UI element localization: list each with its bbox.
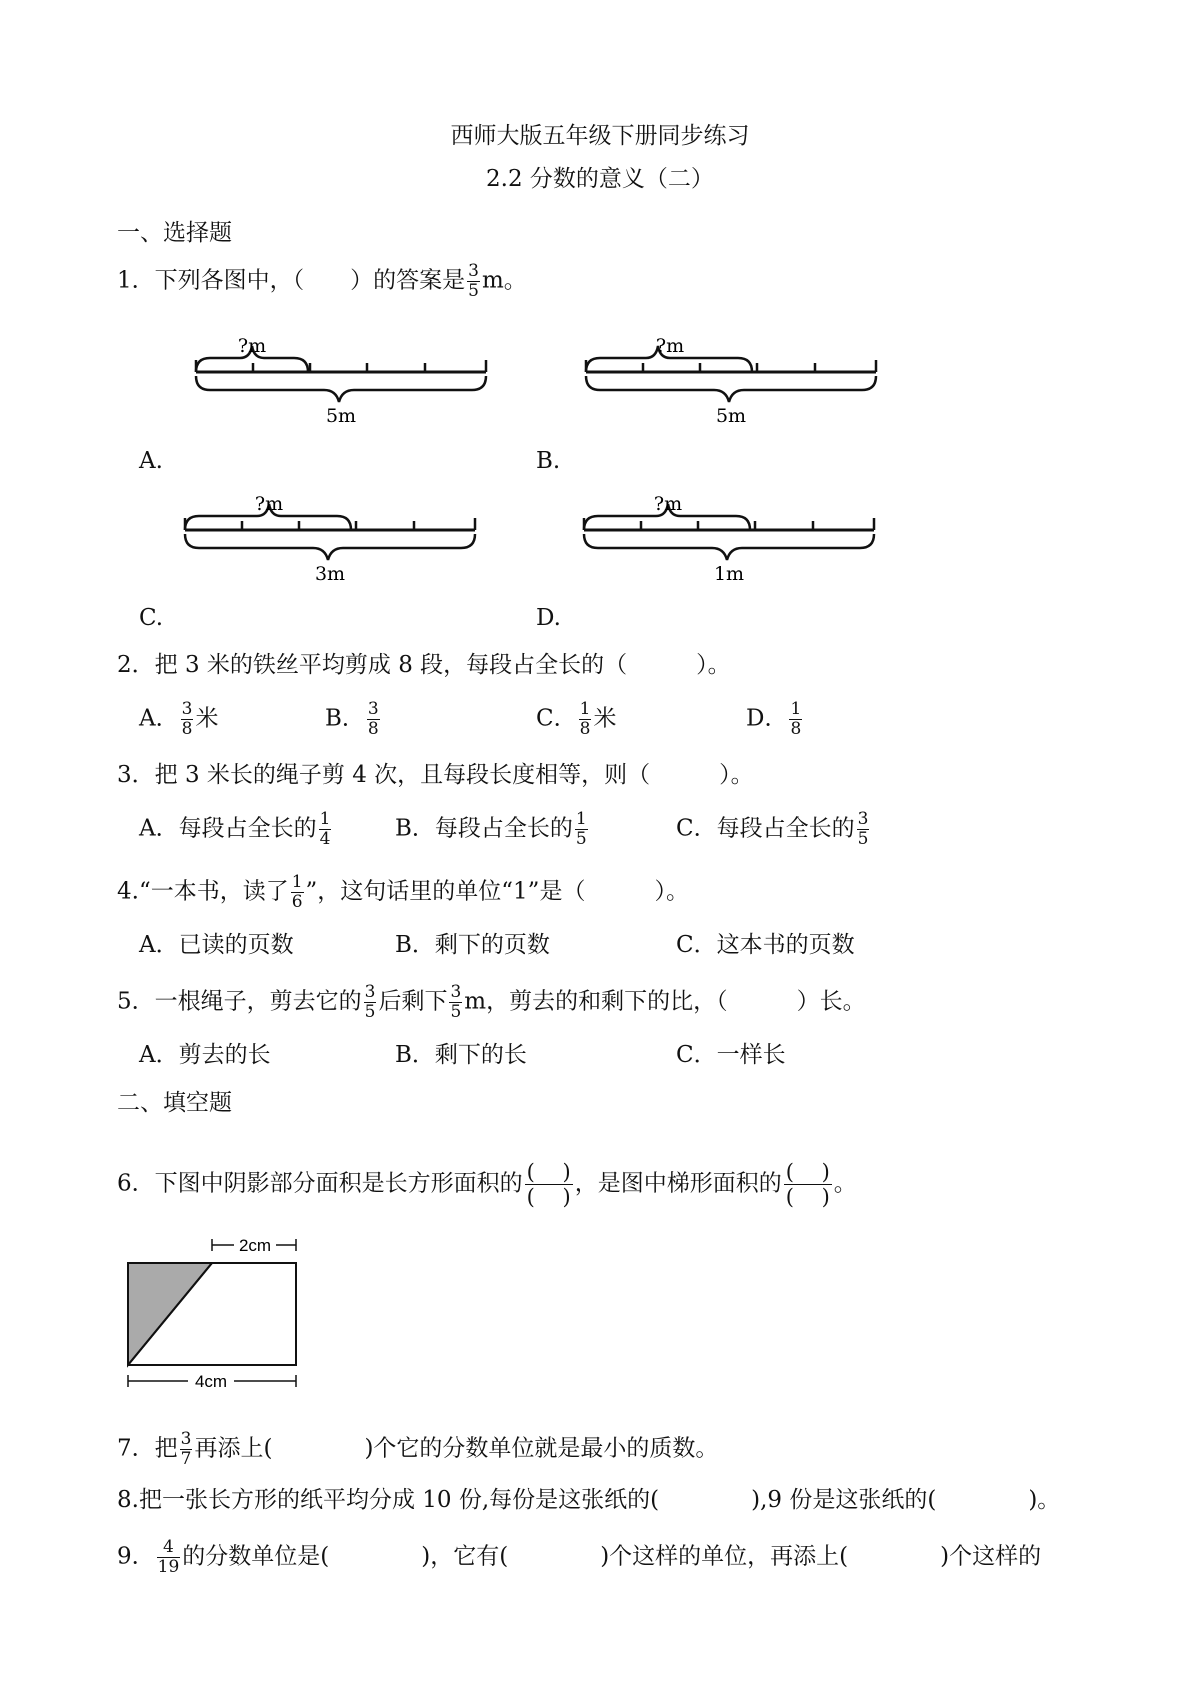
q2-option-c[interactable] <box>536 700 616 739</box>
question-7-suffix: 再添上( )个它的分数单位就是最小的质数。 <box>194 1435 719 1462</box>
fraction <box>181 700 194 739</box>
q5-option-b[interactable]: B．剩下的长 <box>395 1042 527 1068</box>
fraction-denominator: 7 <box>180 1449 192 1469</box>
question-9-suffix: 的分数单位是( )，它有( )个这样的单位，再添上( )个这样的 <box>182 1543 1042 1570</box>
bottom-label: 5m <box>325 405 357 427</box>
blank-numerator[interactable]: ( ) <box>785 1160 830 1184</box>
section-heading-fill: 二、填空题 <box>117 1090 232 1116</box>
option-letter: C． <box>536 705 577 732</box>
question-5-part3: m，剪去的和剩下的比，（ ）长。 <box>464 988 866 1015</box>
q3-option-b[interactable] <box>395 810 590 849</box>
fraction-numerator: 3 <box>367 699 379 719</box>
question-6 <box>117 1160 857 1209</box>
q4-option-c[interactable]: C．这本书的页数 <box>676 932 855 958</box>
q3-option-c[interactable] <box>676 810 871 849</box>
fraction-denominator: 5 <box>468 281 479 301</box>
option-unit: 米 <box>593 705 617 732</box>
fraction-numerator: 3 <box>181 699 193 719</box>
option-b-label[interactable]: B. <box>536 448 561 474</box>
fraction-denominator: 5 <box>450 1002 462 1022</box>
question-4-suffix: ”，这句话里的单位“1”是（ ）。 <box>305 878 689 905</box>
question-6-part1: 6．下图中阴影部分面积是长方形面积的 <box>117 1170 523 1197</box>
rectangle-trapezoid-figure <box>120 1235 310 1390</box>
bottom-brace <box>196 376 486 402</box>
fraction <box>291 873 304 912</box>
q4-option-a[interactable]: A．已读的页数 <box>139 932 294 958</box>
fraction-numerator: 1 <box>291 872 303 892</box>
question-1-prefix: 1．下列各图中，（ ）的答案是 <box>117 267 466 294</box>
question-5-part2: 后剩下 <box>378 988 448 1015</box>
fraction-numerator: 3 <box>468 261 479 281</box>
question-4 <box>117 873 689 912</box>
question-7 <box>117 1430 718 1469</box>
number-line-diagram-a <box>192 332 492 458</box>
top-label: ?m <box>254 493 284 515</box>
option-letter: B． <box>325 705 365 732</box>
fraction-numerator: 3 <box>450 982 462 1002</box>
option-c-label[interactable]: C. <box>139 605 164 631</box>
fraction <box>789 700 802 739</box>
bottom-brace <box>584 534 874 560</box>
question-3: 3．把 3 米长的绳子剪 4 次，且每段长度相等，则（ ）。 <box>117 762 754 788</box>
fraction-denominator: 5 <box>857 829 869 849</box>
bottom-label: 3m <box>314 563 346 585</box>
number-line-diagram-c <box>181 490 481 616</box>
fraction-numerator: 1 <box>790 699 802 719</box>
answer-fraction-blank[interactable] <box>784 1160 832 1209</box>
fraction-numerator: 1 <box>579 699 591 719</box>
question-8: 8.把一张长方形的纸平均分成 10 份,每份是这张纸的( ),9 份是这张纸的( )。 <box>117 1487 1061 1513</box>
fraction <box>467 262 480 301</box>
top-label: ?m <box>655 335 685 357</box>
q2-option-a[interactable] <box>139 700 218 739</box>
option-text: A．每段占全长的 <box>139 815 317 842</box>
question-6-part2: ，是图中梯形面积的 <box>574 1170 782 1197</box>
option-letter: A． <box>139 705 179 732</box>
fraction-denominator: 8 <box>181 719 193 739</box>
fraction <box>449 983 462 1022</box>
blank-numerator[interactable]: ( ) <box>526 1160 571 1184</box>
dimension-label-top: 2cm <box>238 1236 272 1255</box>
fraction-numerator: 3 <box>180 1429 192 1449</box>
q5-option-c[interactable]: C．一样长 <box>676 1042 786 1068</box>
fraction <box>367 700 380 739</box>
fraction <box>857 810 870 849</box>
fraction-denominator: 8 <box>367 719 379 739</box>
fraction <box>180 1430 193 1469</box>
bottom-label: 5m <box>715 405 747 427</box>
question-4-prefix: 4.“一本书，读了 <box>117 878 289 905</box>
fraction-numerator: 4 <box>163 1537 174 1557</box>
option-d-label[interactable]: D. <box>536 605 561 631</box>
question-6-part3: 。 <box>833 1170 857 1197</box>
fraction <box>157 1538 181 1577</box>
option-text: B．每段占全长的 <box>395 815 573 842</box>
bottom-label: 1m <box>713 563 745 585</box>
q5-option-a[interactable]: A．剪去的长 <box>139 1042 271 1068</box>
fraction-denominator: 5 <box>575 829 587 849</box>
fraction <box>319 810 332 849</box>
q2-option-b[interactable] <box>325 700 382 739</box>
lesson-subtitle: 2.2 分数的意义（二） <box>486 166 714 192</box>
q3-option-a[interactable] <box>139 810 333 849</box>
bottom-brace <box>185 534 475 560</box>
option-text: C．每段占全长的 <box>676 815 855 842</box>
blank-denominator[interactable]: ( ) <box>785 1185 830 1209</box>
option-unit: 米 <box>195 705 219 732</box>
option-a-label[interactable]: A. <box>139 448 163 474</box>
q2-option-d[interactable] <box>746 700 804 739</box>
option-letter: D． <box>746 705 788 732</box>
fraction-numerator: 1 <box>575 809 587 829</box>
number-line-diagram-b <box>582 332 882 458</box>
fraction-denominator: 4 <box>319 829 331 849</box>
fraction-denominator: 19 <box>157 1557 180 1577</box>
answer-fraction-blank[interactable] <box>525 1160 573 1209</box>
worksheet-title: 西师大版五年级下册同步练习 <box>450 123 750 149</box>
question-5 <box>117 983 866 1022</box>
question-2: 2．把 3 米的铁丝平均剪成 8 段，每段占全长的（ ）。 <box>117 652 731 678</box>
fraction-denominator: 5 <box>364 1002 376 1022</box>
fraction-numerator: 3 <box>857 809 869 829</box>
fraction-denominator: 8 <box>579 719 591 739</box>
question-7-prefix: 7．把 <box>117 1435 178 1462</box>
top-label: ?m <box>237 335 267 357</box>
bottom-brace <box>586 376 876 402</box>
dimension-label-bottom: 4cm <box>194 1372 228 1390</box>
fraction <box>575 810 588 849</box>
question-1 <box>117 262 527 301</box>
section-heading-choice: 一、选择题 <box>117 220 232 246</box>
fraction-denominator: 6 <box>291 892 303 912</box>
fraction <box>579 700 592 739</box>
number-line-diagram-d <box>580 490 880 616</box>
top-label: ?m <box>653 493 683 515</box>
q4-option-b[interactable]: B．剩下的页数 <box>395 932 550 958</box>
question-5-part1: 5．一根绳子，剪去它的 <box>117 988 362 1015</box>
fraction <box>364 983 377 1022</box>
fraction-denominator: 8 <box>790 719 802 739</box>
fraction-numerator: 1 <box>319 809 331 829</box>
fraction-numerator: 3 <box>364 982 376 1002</box>
question-1-suffix: m。 <box>481 267 527 294</box>
blank-denominator[interactable]: ( ) <box>526 1185 571 1209</box>
question-9 <box>117 1538 1041 1577</box>
question-9-prefix: 9． <box>117 1543 155 1570</box>
